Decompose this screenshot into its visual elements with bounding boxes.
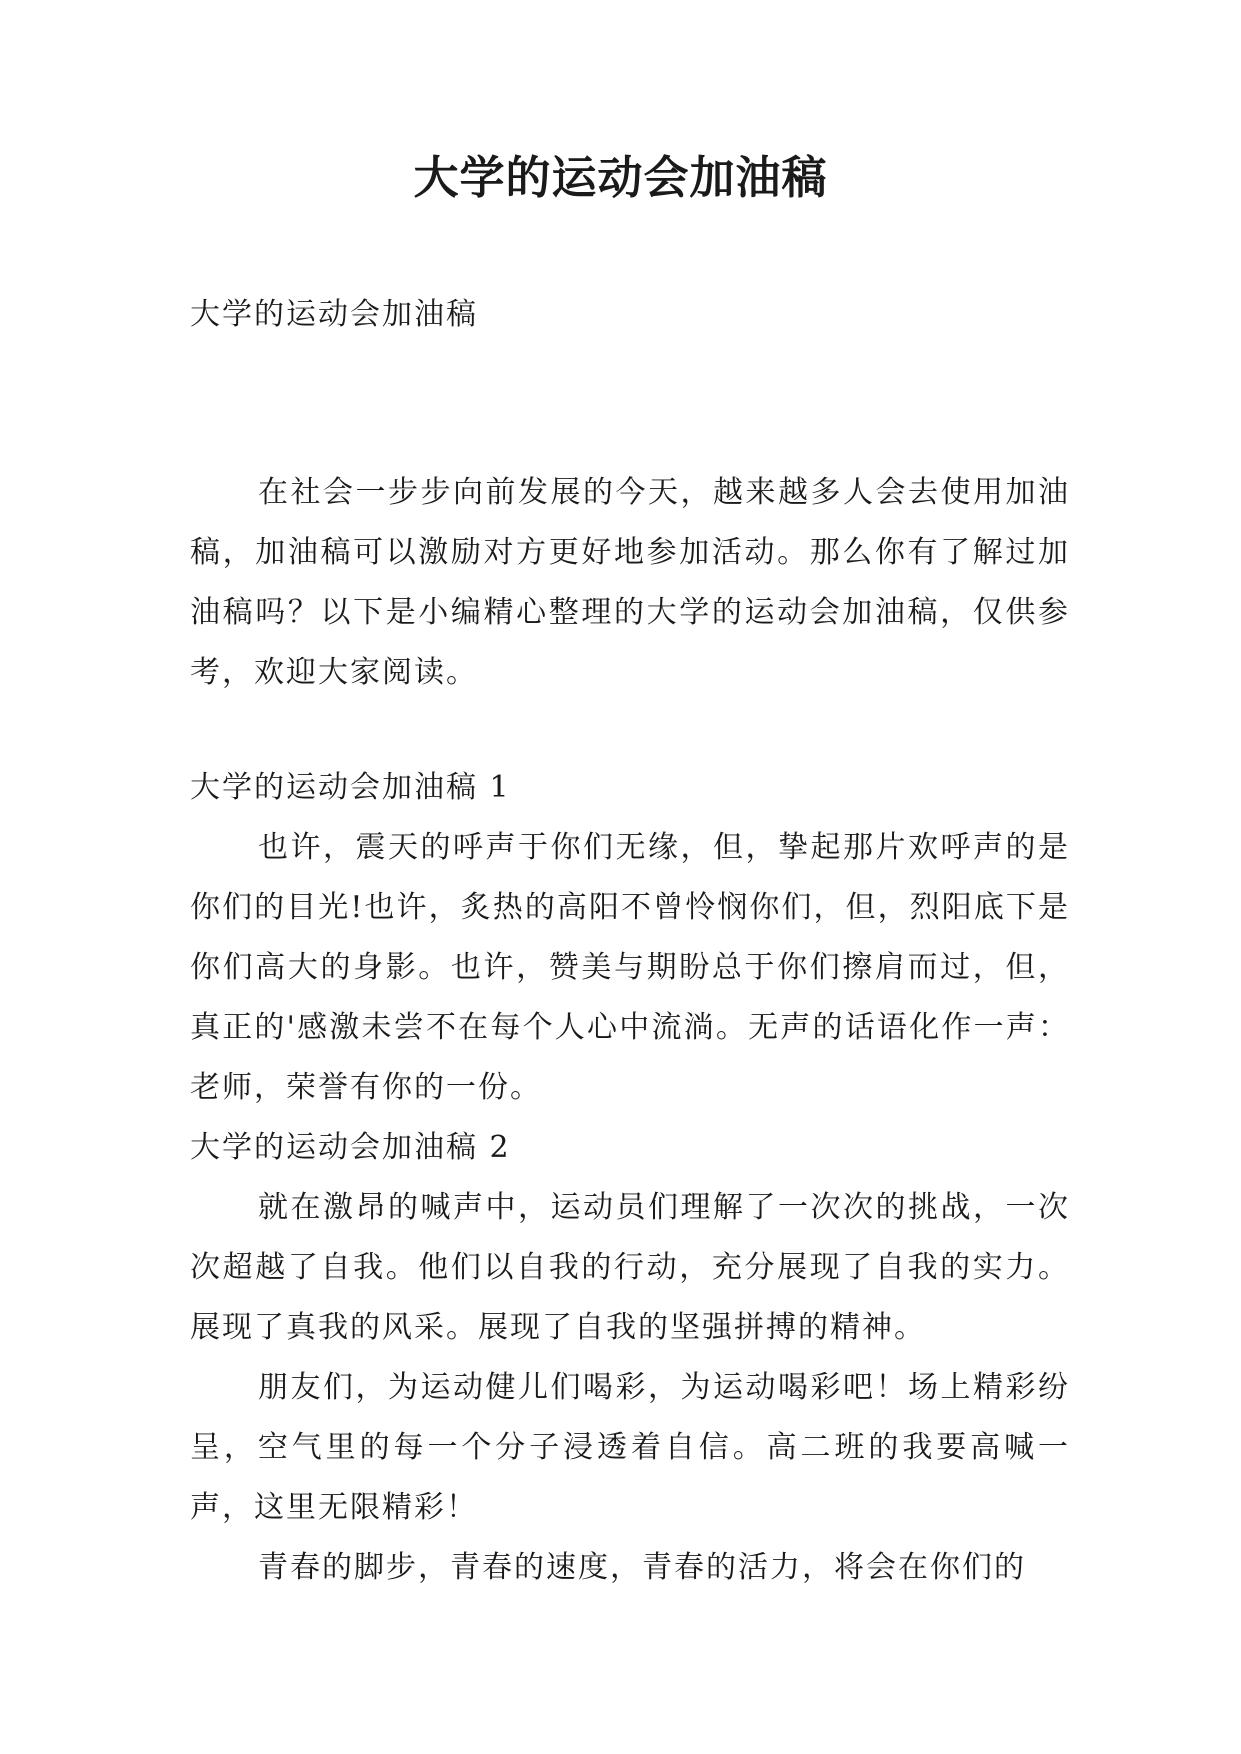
section-2-paragraph-2: 朋友们，为运动健儿们喝彩，为运动喝彩吧！场上精彩纷呈，空气里的每一个分子浸透着自信。高二班的我要高喊一声，这里无限精彩！ — [190, 1370, 1070, 1525]
section-2-paragraph-3: 青春的脚步，青春的速度，青春的活力，将会在你们的 — [258, 1550, 1026, 1585]
section-heading-2: 大学的运动会加油稿 2 — [190, 1130, 511, 1165]
document-subtitle: 大学的运动会加油稿 — [190, 297, 478, 332]
section-2-paragraph-1: 就在激昂的喊声中，运动员们理解了一次次的挑战，一次次超越了自我。他们以自我的行动，充分展现了自我的实力。展现了真我的风采。展现了自我的坚强拼搏的精神。 — [190, 1190, 1070, 1345]
section-heading-1: 大学的运动会加油稿 1 — [190, 770, 511, 805]
intro-paragraph: 在社会一步步向前发展的今天，越来越多人会去使用加油稿，加油稿可以激励对方更好地参加活动。那么你有了解过加油稿吗？以下是小编精心整理的大学的运动会加油稿，仅供参考，欢迎大家阅读。 — [190, 475, 1070, 690]
document-title: 大学的运动会加油稿 — [413, 151, 828, 204]
section-1-paragraph-1: 也许，震天的呼声于你们无缘，但，挚起那片欢呼声的是你们的目光!也许，炙热的高阳不曾怜悯你们，但，烈阳底下是你们高大的身影。也许，赞美与期盼总于你们擦肩而过，但，真正的'感激未尝不在每个人心中流淌。无声的话语化作一声：老师，荣誉有你的一份。 — [190, 830, 1070, 1105]
document-body — [190, 285, 1070, 1598]
